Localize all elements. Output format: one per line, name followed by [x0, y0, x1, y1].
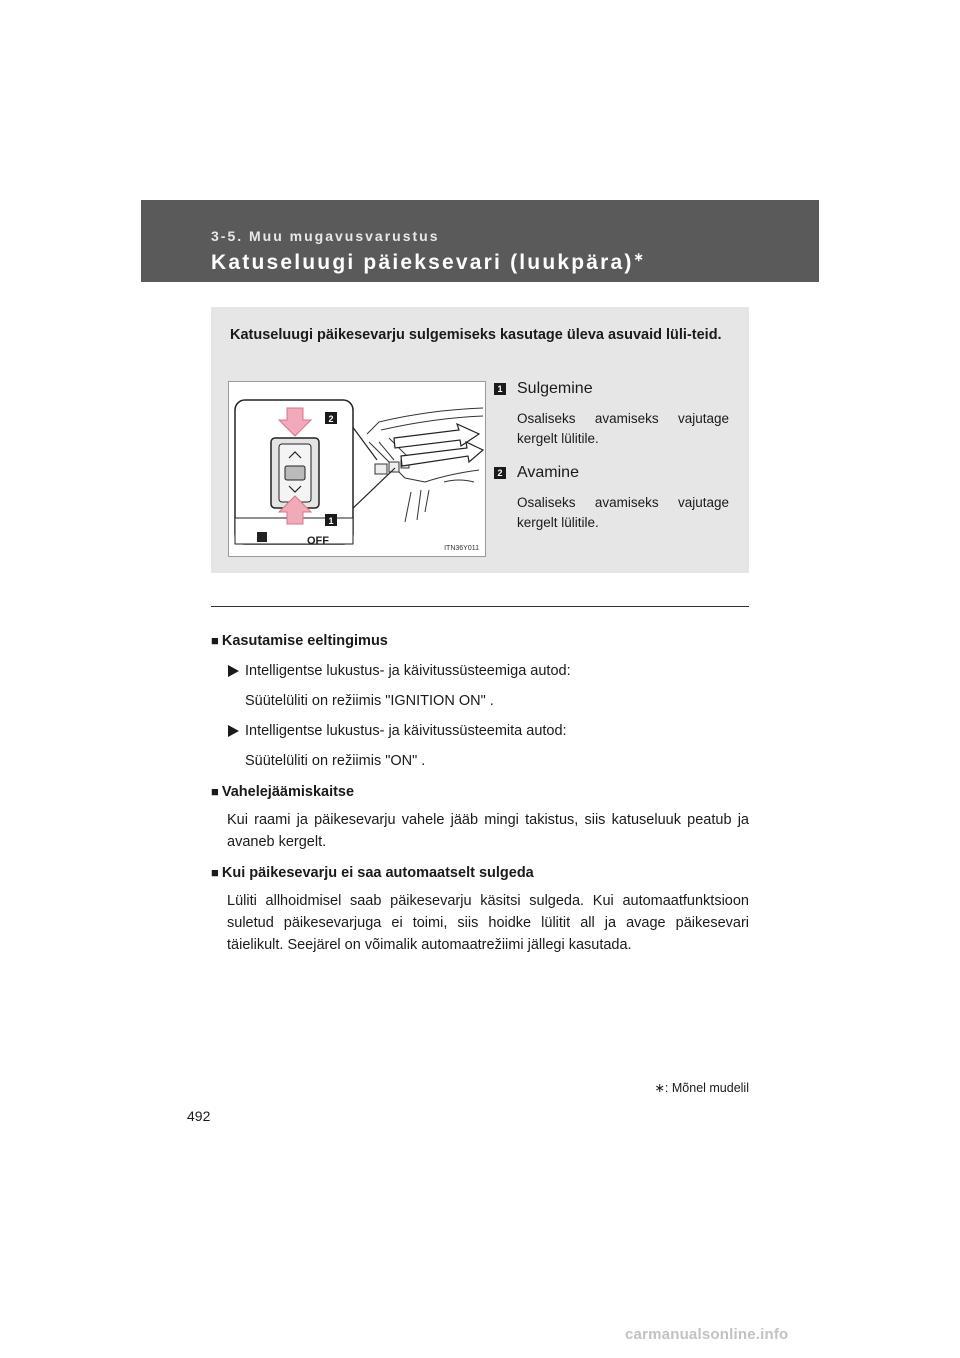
note-paragraph: Lüliti allhoidmisel saab päikesevarju käsitsi sulgeda. Kui automaatfunktsioon suletud päikesevarjuga ei toimi, siis hoidke lülitit all ja avage päikesevari täielikult. Seejärel on võimalik automaatrežiimi jällegi kasutada.	[227, 893, 749, 953]
step-open	[494, 461, 729, 533]
intro-box	[211, 307, 749, 573]
figure-code: ITN36Y011	[444, 545, 479, 552]
intro-text: Katuseluugi päikesevarju sulgemiseks kasutage üleva asuvaid lüli-teid.	[230, 327, 722, 343]
square-bullet-icon: ■	[211, 865, 219, 880]
note-heading-text: Kasutamise eeltingimus	[221, 633, 388, 649]
triangle-bullet-icon	[228, 725, 239, 737]
section-label: 3-5. Muu mugavusvarustus	[211, 228, 440, 244]
list-item-text: Intelligentse lukustus- ja käivitussüsteemita autod:	[245, 723, 567, 739]
list-item-note: Süütelüliti on režiimis "IGNITION ON" .	[245, 693, 494, 709]
step-number-badge: 1	[494, 383, 506, 395]
note-heading-text: Kui päikesevarju ei saa automaatselt sulgeda	[221, 865, 534, 881]
page-title-text: Katuseluugi päieksevari (luukpära)	[211, 251, 634, 274]
switch-diagram	[229, 382, 485, 556]
step-description: Osaliseks avamiseks vajutage kergelt lülitile.	[517, 495, 729, 530]
list-item	[211, 720, 749, 742]
step-description: Osaliseks avamiseks vajutage kergelt lülitile.	[517, 411, 729, 446]
page-title	[211, 250, 644, 275]
callout-1-label: 1	[328, 516, 334, 526]
list-item-note: Süütelüliti on režiimis "ON" .	[245, 753, 426, 769]
watermark: carmanualsonline.info	[625, 1326, 789, 1343]
page-number: 492	[187, 1108, 211, 1124]
footnote: ∗: Mõnel mudelil	[654, 1081, 749, 1095]
model-asterisk: ∗	[633, 250, 644, 264]
step-title: Sulgemine	[517, 380, 593, 397]
triangle-bullet-icon	[228, 665, 239, 677]
callout-2-label: 2	[328, 414, 334, 424]
section-divider	[211, 606, 749, 607]
off-label: OFF	[307, 535, 329, 547]
note-heading-jam-protection	[211, 781, 749, 803]
note-paragraph: Kui raami ja päikesevarju vahele jääb mingi takistus, siis katuseluuk peatub ja avaneb kergelt.	[227, 812, 749, 850]
square-bullet-icon: ■	[211, 784, 219, 799]
step-number-badge: 2	[494, 467, 506, 479]
notes-content	[211, 621, 749, 956]
note-heading-text: Vahelejäämiskaitse	[221, 784, 355, 800]
list-item	[211, 660, 749, 682]
note-heading-manual-close	[211, 862, 749, 884]
sunshade-switch-illustration	[228, 381, 486, 557]
note-heading-conditions	[211, 630, 749, 652]
square-bullet-icon: ■	[211, 633, 219, 648]
step-title: Avamine	[517, 464, 579, 481]
list-item-text: Intelligentse lukustus- ja käivitussüsteemiga autod:	[245, 663, 571, 679]
steps-list	[494, 377, 729, 545]
chapter-header	[141, 200, 819, 282]
step-close	[494, 377, 729, 449]
